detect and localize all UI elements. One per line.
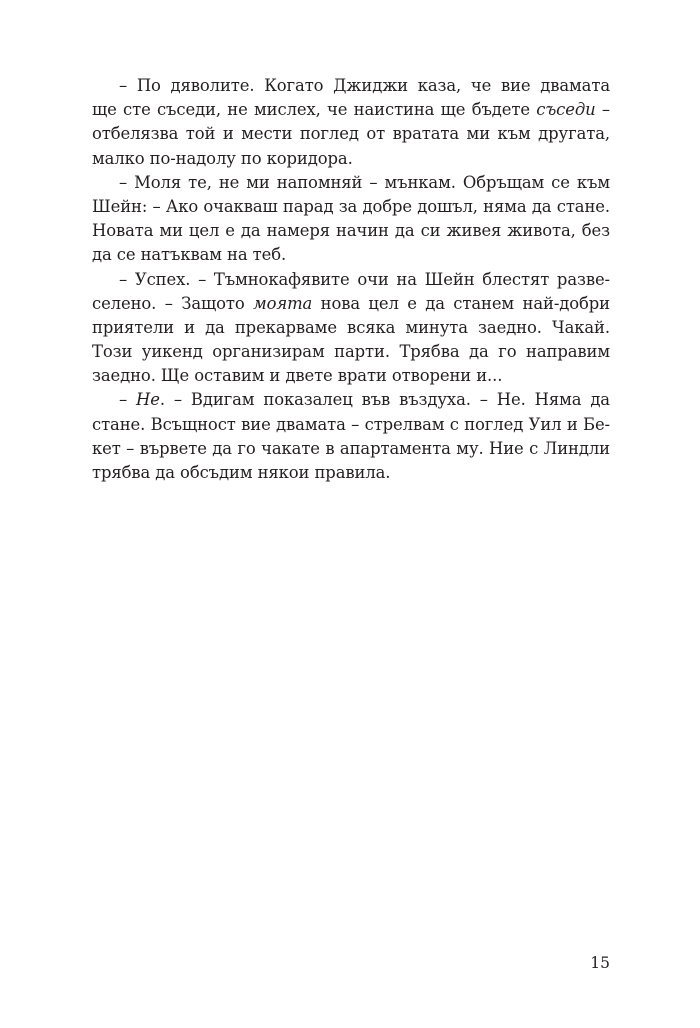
paragraph bbox=[92, 74, 610, 171]
italic-text: моята bbox=[253, 293, 313, 313]
text-segment: кет – вървете да го чакате в апартамента му. Ние с Линдли bbox=[92, 438, 610, 458]
text-segment: Новата ми цел е да намеря начин да си живея живота, без bbox=[92, 221, 610, 241]
text-line bbox=[92, 243, 610, 267]
italic-text: съседи bbox=[536, 100, 596, 120]
text-line bbox=[92, 147, 610, 171]
text-line bbox=[92, 413, 610, 437]
text-line bbox=[92, 364, 610, 388]
text-line bbox=[92, 171, 610, 195]
text-segment: . – Вдигам показалец във въздуха. – Не. Няма да bbox=[159, 390, 610, 410]
text-segment: да се натъквам на теб. bbox=[92, 245, 287, 265]
text-line bbox=[92, 292, 610, 316]
text-line bbox=[92, 437, 610, 461]
text-segment: ще сте съседи, не мислех, че наистина ще бъдете bbox=[92, 100, 537, 120]
text-line bbox=[92, 461, 610, 485]
paragraph bbox=[92, 268, 610, 389]
text-segment: заедно. Ще оставим и двете врати отворени и... bbox=[92, 366, 503, 386]
text-segment: Този уикенд организирам парти. Трябва да го направим bbox=[92, 342, 610, 362]
text-segment: трябва да обсъдим някои правила. bbox=[92, 463, 391, 482]
text-segment: Шейн: – Ако очакваш парад за добре дошъл, няма да стане. bbox=[92, 196, 610, 216]
text-segment: – bbox=[119, 390, 137, 410]
text-segment: приятели и да прекарваме всяка минута заедно. Чакай. bbox=[92, 317, 610, 337]
text-segment: селено. – Защото bbox=[92, 293, 254, 313]
text-line bbox=[92, 388, 610, 412]
text-line bbox=[92, 98, 610, 122]
text-segment: – Успех. – Тъмнокафявите очи на Шейн блестят разве- bbox=[119, 269, 610, 289]
paragraph bbox=[92, 171, 610, 268]
text-segment: стане. Всъщност вие двамата – стрелвам с поглед Уил и Бе- bbox=[92, 414, 610, 434]
text-line bbox=[92, 268, 610, 292]
text-line bbox=[92, 340, 610, 364]
text-segment: нова цел е да станем най-добри bbox=[312, 293, 610, 313]
text-segment: малко по-надолу по коридора. bbox=[92, 148, 353, 168]
body-text bbox=[92, 74, 610, 485]
text-line bbox=[92, 122, 610, 146]
text-line bbox=[92, 219, 610, 243]
paragraph bbox=[92, 388, 610, 485]
text-segment: – По дяволите. Когато Джиджи каза, че вие двамата bbox=[119, 76, 610, 95]
text-segment: отбелязва той и мести поглед от вратата ми към другата, bbox=[92, 124, 610, 144]
text-line bbox=[92, 74, 610, 98]
text-segment: – Моля те, не ми напомняй – мънкам. Обръщам се към bbox=[119, 172, 610, 192]
italic-text: Не bbox=[136, 390, 160, 410]
text-line bbox=[92, 195, 610, 219]
page-number: 15 bbox=[590, 954, 610, 972]
text-segment: – bbox=[595, 100, 610, 120]
text-line bbox=[92, 316, 610, 340]
